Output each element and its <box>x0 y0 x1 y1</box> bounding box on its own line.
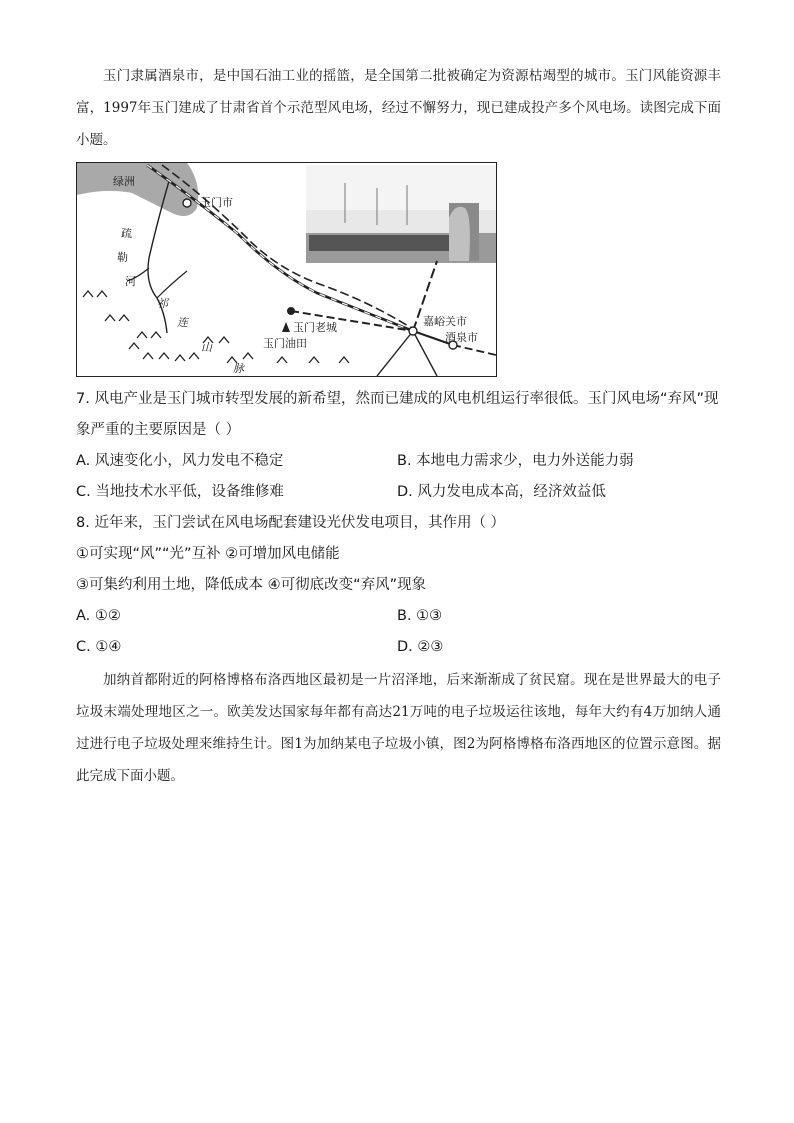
q7-option-c: C. 当地技术水平低，设备维修难 <box>76 484 284 500</box>
label-oilfield: 玉门油田 <box>263 337 307 350</box>
label-le: 勒 <box>117 251 128 264</box>
oilfield-marker <box>282 322 290 332</box>
label-shan: 山 <box>201 341 212 354</box>
q8-option-c: C. ①④ <box>76 639 122 655</box>
yumen-map <box>77 163 497 377</box>
label-jiayuguan: 嘉峪关市 <box>423 315 467 328</box>
question-7-stem: 7. 风电产业是玉门城市转型发展的新希望，然而已建成的风电机组运行率很低。玉门风电场“弃风”现象严重的主要原因是（ ） <box>76 391 719 438</box>
label-shu: 疏 <box>121 227 132 240</box>
intro-paragraph-ghana: 加纳首都附近的阿格博格布洛西地区最初是一片沼泽地，后来渐渐成了贫民窟。现在是世界最大的电子垃圾末端处理地区之一。欧美发达国家每年都有高达21万吨的电子垃圾运往该地，每年大约有4万加纳人通过进行电子垃圾处理来维持生计。图1为加纳某电子垃圾小镇，图2为阿格博格布洛西地区的位置示意图。据此完成下面小题。 <box>76 672 721 784</box>
jiayuguan-marker <box>409 327 417 335</box>
question-8-stem: 8. 近年来，玉门尝试在风电场配套建设光伏发电项目，其作用（ ） <box>76 515 506 531</box>
q8-statements-line-2: ③可集约利用土地，降低成本 ④可彻底改变“弃风”现象 <box>76 577 427 593</box>
yumen-map-figure <box>76 162 497 377</box>
label-yumen-city: 玉门市 <box>200 196 233 209</box>
south-line <box>377 331 413 376</box>
yumen-city-marker <box>183 199 191 207</box>
wind-farm-photo <box>306 165 496 263</box>
q8-option-a: A. ①② <box>76 608 121 624</box>
old-city-marker <box>287 307 295 315</box>
label-old-city: 玉门老城 <box>293 321 337 334</box>
label-oasis: 绿洲 <box>113 175 135 188</box>
river-branch <box>157 271 187 298</box>
q7-option-b: B. 本地电力需求少，电力外送能力弱 <box>397 453 634 469</box>
q7-option-d: D. 风力发电成本高，经济效益低 <box>397 484 606 500</box>
label-jiuquan: 酒泉市 <box>445 331 478 344</box>
label-qi: 祁 <box>157 297 168 310</box>
q8-option-b: B. ①③ <box>397 608 443 624</box>
q8-option-d: D. ②③ <box>397 639 444 655</box>
label-he: 河 <box>125 275 136 288</box>
intro-paragraph-yumen: 玉门隶属酒泉市，是中国石油工业的摇篮，是全国第二批被确定为资源枯竭型的城市。玉门风能资源丰富，1997年玉门建成了甘肃省首个示范型风电场，经过不懈努力，现已建成投产多个风电场。读图完成下面小题。 <box>76 68 721 148</box>
east-line <box>453 345 496 355</box>
label-mai: 脉 <box>233 362 244 375</box>
q8-statements-line-1: ①可实现“风”“光”互补 ②可增加风电储能 <box>76 546 340 562</box>
label-lian: 连 <box>177 316 188 329</box>
q7-option-a: A. 风速变化小，风力发电不稳定 <box>76 453 284 469</box>
